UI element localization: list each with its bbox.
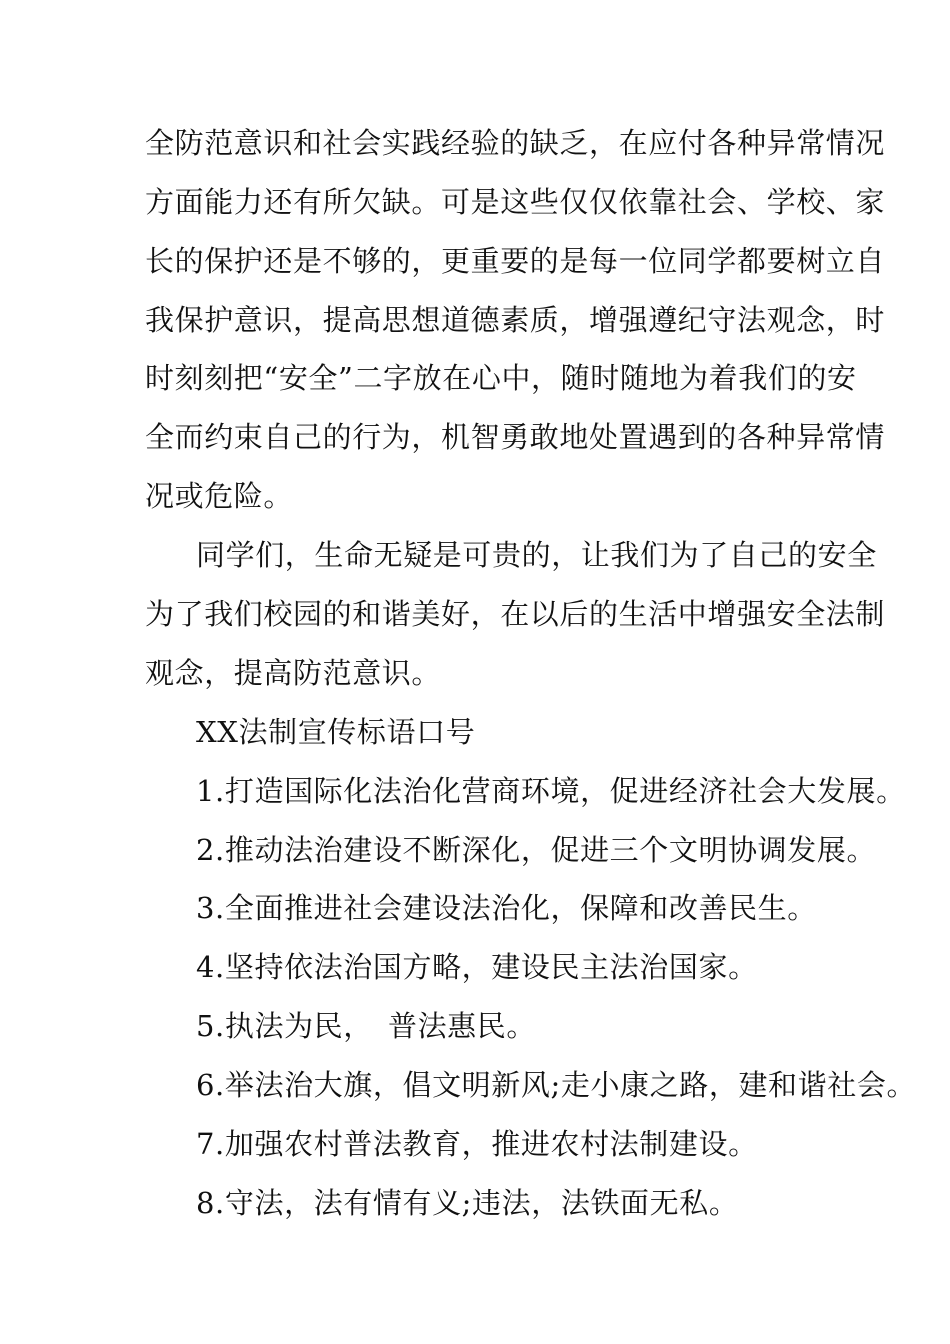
slogan-item-4: 4.坚持依法治国方略，建设民主法治国家。 [196, 950, 758, 984]
paragraph-1-line-7: 况或危险。 [145, 479, 294, 513]
slogan-item-5: 5.执法为民， 普法惠民。 [196, 1009, 536, 1043]
slogan-item-7: 7.加强农村普法教育，推进农村法制建设。 [196, 1127, 758, 1161]
paragraph-1-line-2: 方面能力还有所欠缺。可是这些仅仅依靠社会、学校、家 [145, 185, 886, 219]
paragraph-2-line-3: 观念，提高防范意识。 [145, 656, 442, 690]
paragraph-1-line-1: 全防范意识和社会实践经验的缺乏，在应付各种异常情况 [145, 126, 886, 160]
slogan-item-6: 6.举法治大旗，倡文明新风;走小康之路，建和谐社会。 [196, 1068, 917, 1102]
paragraph-2-line-2: 为了我们校园的和谐美好，在以后的生活中增强安全法制 [145, 597, 886, 631]
slogan-item-3: 3.全面推进社会建设法治化，保障和改善民生。 [196, 891, 817, 925]
paragraph-1-line-4: 我保护意识，提高思想道德素质，增强遵纪守法观念，时 [145, 303, 886, 337]
paragraph-2-line-1: 同学们，生命无疑是可贵的，让我们为了自己的安全 [196, 538, 877, 572]
section-title: XX法制宣传标语口号 [196, 715, 476, 749]
paragraph-1-line-5: 时刻刻把“安全”二字放在心中，随时随地为着我们的安 [145, 361, 857, 395]
slogan-item-8: 8.守法，法有情有义;违法，法铁面无私。 [196, 1186, 739, 1220]
slogan-item-1: 1.打造国际化法治化营商环境，促进经济社会大发展。 [196, 774, 906, 808]
paragraph-1-line-3: 长的保护还是不够的，更重要的是每一位同学都要树立自 [145, 244, 886, 278]
slogan-item-2: 2.推动法治建设不断深化，促进三个文明协调发展。 [196, 833, 877, 867]
paragraph-1-line-6: 全而约束自己的行为，机智勇敢地处置遇到的各种异常情 [145, 420, 886, 454]
